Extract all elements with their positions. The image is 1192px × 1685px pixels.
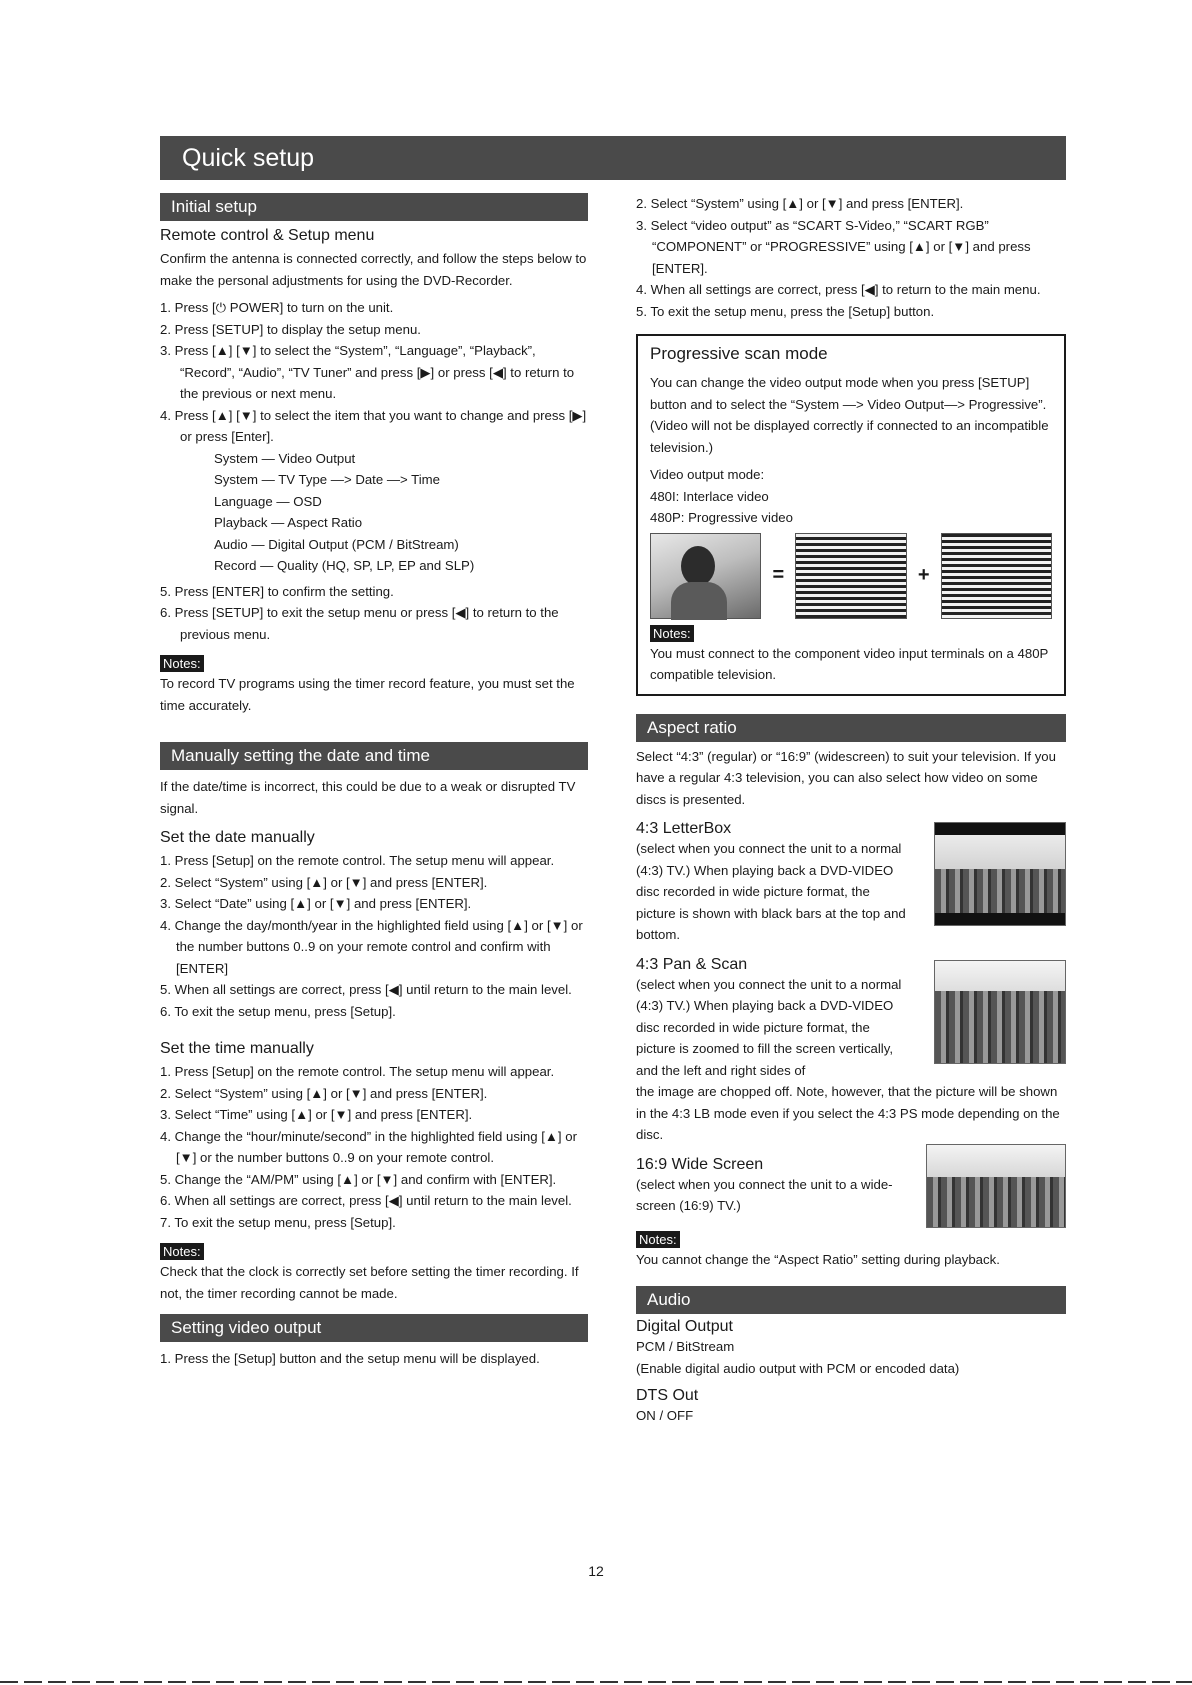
interlace-even-photo [941, 533, 1052, 619]
step: 5. Press [ENTER] to confirm the setting. [160, 583, 394, 599]
section-heading-audio [636, 1286, 1066, 1314]
panscan-text: (select when you connect the unit to a normal (4:3) TV.) When playing back a DVD-VIDEO disc recorded in wide picture format, the picture is zoomed to fill the screen vertically, and the left and right sides of [636, 976, 902, 1078]
step: 6. Press [SETUP] to exit the setup menu or press [◀] to return to the previous menu. [160, 605, 559, 642]
city-skyline [935, 991, 1065, 1062]
city-skyline [927, 1177, 1065, 1226]
step: 1. Press [Setup] on the remote control. The setup menu will appear. [160, 1064, 555, 1079]
step: 1. Press [Setup] on the remote control. The setup menu will appear. [160, 853, 555, 868]
digital-output-desc: (Enable digital audio output with PCM or encoded data) [636, 1360, 960, 1376]
video-output-steps-cont [636, 193, 1066, 322]
step: 6. To exit the setup menu, press [Setup]. [160, 1003, 396, 1019]
time-steps [160, 1061, 588, 1233]
dts-value: ON / OFF [636, 1408, 694, 1423]
mode-480p: 480P: Progressive video [650, 510, 793, 525]
section-heading-text: Initial setup [171, 197, 257, 216]
page-number: 12 [588, 1563, 604, 1579]
menu-map-item: Audio — Digital Output (PCM / BitStream) [214, 536, 459, 552]
menu-map-item: System — TV Type —> Date —> Time [214, 472, 440, 487]
notes-label: Notes: [160, 655, 204, 672]
step: 6. When all settings are correct, press [◀] until return to the main level. [160, 1193, 572, 1208]
right-column [636, 193, 1066, 1427]
menu-map-item: Record — Quality (HQ, SP, LP, EP and SLP) [214, 558, 475, 573]
panscan-text-cont: the image are chopped off. Note, however, that the picture will be shown in the 4:3 LB mode even if you select the 4:3 PS mode depending on the disc. [636, 1084, 1060, 1142]
step: 5. Change the “AM/PM” using [▲] or [▼] and confirm with [ENTER]. [160, 1171, 557, 1187]
notes-label: Notes: [650, 625, 694, 642]
notes-text: Check that the clock is correctly set before setting the timer recording. If not, the timer recording cannot be made. [160, 1264, 579, 1301]
step: 4. Press [▲] [▼] to select the item that you want to change and press [▶] or press [Enter]. [160, 407, 587, 444]
intro-text: Confirm the antenna is connected correctly, and follow the steps below to make the personal adjustments for using the DVD-Recorder. [160, 251, 587, 288]
progressive-scan-box [636, 334, 1066, 696]
step: 2. Press [SETUP] to display the setup menu. [160, 321, 421, 337]
letterbox-item [636, 820, 1066, 946]
step: 2. Select “System” using [▲] or [▼] and press [ENTER]. [160, 1085, 488, 1101]
widescreen-image [926, 1144, 1066, 1228]
section-heading-aspect [636, 714, 1066, 742]
left-column [160, 193, 588, 1370]
menu-map-item: Playback — Aspect Ratio [214, 515, 363, 530]
letterbox-bar-top [935, 823, 1065, 835]
section-heading-text: Manually setting the date and time [171, 746, 430, 765]
digital-output-title: Digital Output [636, 1318, 733, 1335]
section-heading-date-time [160, 742, 588, 770]
widescreen-title: 16:9 Wide Screen [636, 1155, 764, 1173]
sub-heading-date: Set the date manually [160, 829, 315, 846]
box-text: (Video will not be displayed correctly if connected to an incompatible television.) [650, 418, 1049, 455]
step: 4. Change the “hour/minute/second” in the highlighted field using [▲] or [▼] or the number buttons 0..9 on your remote control. [160, 1128, 577, 1165]
dts-title: DTS Out [636, 1387, 699, 1404]
step: 3. Select “video output” as “SCART S-Video,” “SCART RGB” “COMPONENT” or “PROGRESSIVE” using [▲] or [▼] and press [ENTER]. [636, 217, 1031, 276]
letterbox-text: (select when you connect the unit to a normal (4:3) TV.) When playing back a DVD-VIDEO disc recorded in wide picture format, the picture is shown with black bars at the top and bottom. [636, 841, 906, 942]
initial-steps [160, 297, 588, 448]
panscan-item [636, 956, 1066, 1146]
section-heading-video-output [160, 1314, 588, 1342]
step: 4. Change the day/month/year in the highlighted field using [▲] or [▼] or the number buttons 0..9 on your remote control and confirm with [ENTER] [160, 917, 583, 976]
page-title-text: Quick setup [182, 143, 315, 172]
step: 1. Press [⏻ POWER] to turn on the unit. [160, 300, 394, 315]
step: 3. Select “Date” using [▲] or [▼] and press [ENTER]. [160, 896, 472, 911]
letterbox-bar-bottom [935, 913, 1065, 925]
notes-label: Notes: [636, 1231, 680, 1248]
menu-map-item: System — Video Output [214, 450, 356, 466]
menu-map-item: Language — OSD [214, 493, 322, 509]
mode-480i: 480I: Interlace video [650, 488, 769, 504]
widescreen-text: (select when you connect the unit to a wide-screen (16:9) TV.) [636, 1176, 893, 1213]
step: 1. Press the [Setup] button and the setup menu will be displayed. [160, 1351, 540, 1366]
panscan-title: 4:3 Pan & Scan [636, 955, 748, 973]
notes-text: You must connect to the component video input terminals on a 480P compatible television. [650, 645, 1049, 682]
plus-symbol: + [917, 564, 930, 586]
section-heading-text: Audio [647, 1290, 691, 1309]
initial-steps-after [160, 581, 588, 646]
scan-illustration [650, 533, 1052, 619]
box-text: You can change the video output mode when you press [SETUP] button and to select the “System —> Video Output—> Progressive”. [650, 375, 1047, 412]
section-heading-initial-setup [160, 193, 588, 221]
notes-label: Notes: [160, 1243, 204, 1260]
notes-text: To record TV programs using the timer record feature, you must set the time accurately. [160, 676, 575, 713]
box-title: Progressive scan mode [650, 344, 828, 363]
step: 3. Press [▲] [▼] to select the “System”, “Language”, “Playback”, “Record”, “Audio”, “TV Tuner” and press [▶] or press [◀] to return to the previous or next menu. [160, 343, 575, 401]
section-heading-text: Setting video output [171, 1318, 322, 1337]
interlace-odd-photo [795, 533, 906, 619]
step: 5. To exit the setup menu, press the [Setup] button. [636, 303, 935, 319]
step: 7. To exit the setup menu, press [Setup]. [160, 1214, 396, 1230]
step: 2. Select “System” using [▲] or [▼] and press [ENTER]. [636, 196, 964, 211]
digital-output-value: PCM / BitStream [636, 1339, 735, 1354]
notes-text: You cannot change the “Aspect Ratio” setting during playback. [636, 1251, 1000, 1267]
section-heading-text: Aspect ratio [647, 717, 737, 737]
widescreen-item [636, 1156, 1066, 1217]
sub-heading-remote: Remote control & Setup menu [160, 227, 375, 244]
menu-map [214, 448, 588, 577]
person-body [671, 582, 727, 620]
step: 4. When all settings are correct, press [◀] to return to the main menu. [636, 282, 1041, 297]
person-face [681, 546, 715, 586]
date-steps [160, 850, 588, 1022]
video-output-steps [160, 1348, 588, 1370]
step: 5. When all settings are correct, press [◀] until return to the main level. [160, 982, 572, 997]
equals-symbol: = [772, 564, 785, 586]
panscan-image [934, 960, 1066, 1064]
step: 3. Select “Time” using [▲] or [▼] and press [ENTER]. [160, 1107, 473, 1122]
letterbox-image [934, 822, 1066, 926]
intro-text: If the date/time is incorrect, this could be due to a weak or disrupted TV signal. [160, 779, 576, 816]
mode-label: Video output mode: [650, 467, 765, 482]
sub-heading-time: Set the time manually [160, 1040, 314, 1057]
page-title [160, 136, 1066, 180]
aspect-intro: Select “4:3” (regular) or “16:9” (widescreen) to suit your television. If you have a regular 4:3 television, you can also select how video on some discs is presented. [636, 748, 1056, 807]
step: 2. Select “System” using [▲] or [▼] and press [ENTER]. [160, 874, 488, 890]
bottom-dashed-rule [0, 1681, 1192, 1683]
letterbox-title: 4:3 LetterBox [636, 820, 732, 837]
progressive-photo [650, 533, 761, 619]
